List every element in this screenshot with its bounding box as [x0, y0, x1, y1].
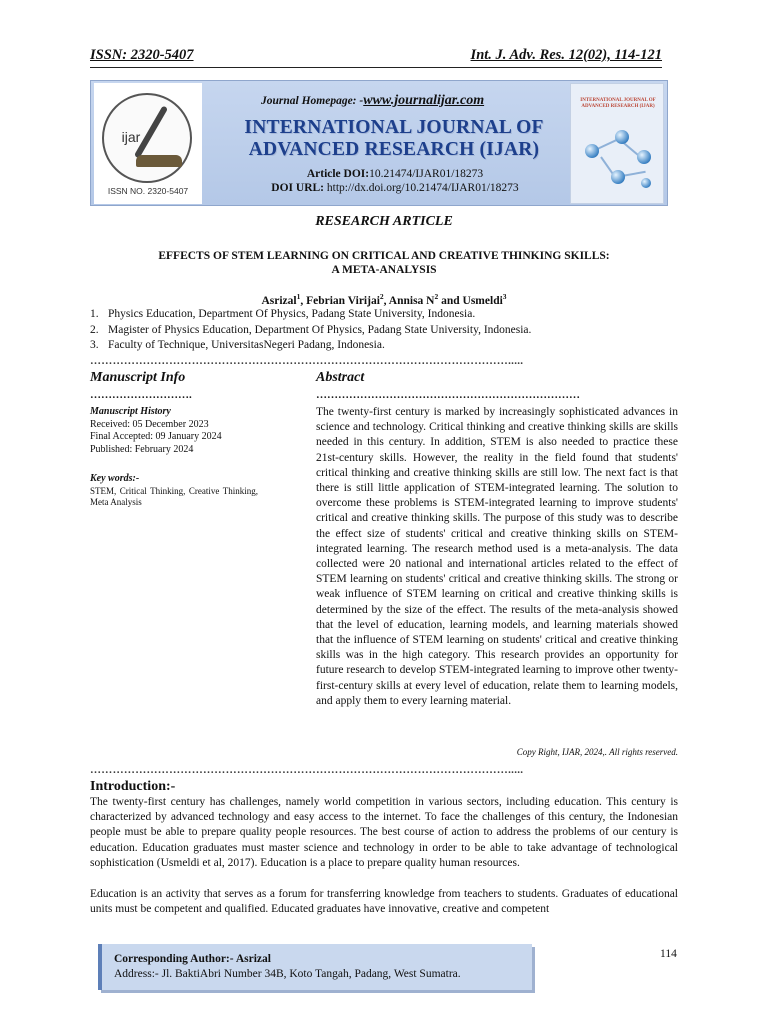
paper-title-line2: A META-ANALYSIS: [331, 264, 437, 276]
author-name: Usmeldi: [462, 294, 503, 307]
author-name: Asrizal: [261, 294, 297, 307]
homepage-link[interactable]: www.journalijar.com: [363, 93, 485, 108]
journal-cover-image: [570, 83, 664, 204]
affiliation-number: 1.: [90, 308, 99, 320]
author-address: Address:- Jl. BaktiAbri Number 34B, Koto Tangah, Padang, West Sumatra.: [114, 968, 461, 980]
journal-title-line1: INTERNATIONAL JOURNAL OF: [244, 117, 544, 138]
running-header: [90, 46, 662, 68]
cover-title: INTERNATIONAL JOURNAL OF ADVANCED RESEARCH (IJAR): [580, 98, 656, 109]
page-number: 114: [660, 948, 677, 960]
molecule-atom: [585, 144, 599, 158]
affiliation-item: [90, 323, 531, 339]
separator-right: ………………………………………………………………: [316, 389, 580, 401]
introduction-paragraph: Education is an activity that serves as a forum for transferring knowledge from teachers to students. Graduates of educational units must be competent and qualified. Educated graduates have innovative, creative and competent: [90, 888, 678, 916]
author-affiliation-mark: 2: [434, 292, 439, 301]
book-icon: [136, 155, 182, 167]
journal-homepage: [261, 93, 484, 109]
manuscript-info-heading: Manuscript Info: [90, 370, 186, 385]
manuscript-history: [90, 406, 260, 456]
author-affiliation-mark: 2: [379, 292, 384, 301]
keywords-text: STEM, Critical Thinking, Creative Thinking, Meta Analysis: [90, 485, 258, 507]
introduction-paragraph: The twenty-first century has challenges, namely world competition in various sectors, including education. This century is characterized by advanced technology and easy access to the internet. To face the challenges of this century, the Indonesian people must be able to prepare quality people resources. The best course of action to address the problems of our century is education. Education graduates must master science and technology in order to be able to take advantage of technological sophistication (Usmeldi et al, 2017). Education is a place to prepare quality human resources.: [90, 796, 678, 869]
citation-label: Int. J. Adv. Res. 12(02), 114-121: [470, 47, 662, 63]
keywords: [90, 473, 258, 509]
accepted-date: Final Accepted: 09 January 2024: [90, 431, 222, 442]
author-affiliation-mark: 3: [502, 292, 507, 301]
journal-title-line2: ADVANCED RESEARCH (IJAR): [248, 139, 540, 160]
author-name: Febrian Virijai: [306, 294, 380, 307]
article-type: RESEARCH ARTICLE: [315, 214, 453, 229]
keywords-heading: Key words:-: [90, 473, 140, 484]
introduction-heading: Introduction:-: [90, 779, 176, 794]
abstract-text: The twenty-first century is marked by increasingly sophisticated advances in science and technology. Critical thinking and creative thinking skills are skills needed in this century. In addition, STEM is also needed to practice these 21st-century skills. However, the reality in the field found that students' critical thinking and creative thinking skills are still low. The next fact is that there is still little application of STEM-integrated learning. The solution to overcome these problems is STEM-integrated learning to improve students' critical and creative thinking skills. The purpose of this study was to describe the effect size of students' critical and creative thinking skills on STEM-integrated learning. The research method used is a meta-analysis. The data collected were 20 national and international articles related to the effect of STEM learning on students' critical and creative thinking skills. The strong or weak influence of STEM learning on critical and creative thinking skills is determined by the size of the effect. The results of the meta-analysis showed that the level of education, learning models, and learning materials showed that the influence of STEM learning on students' critical and creative thinking skills was in the high category. This research provides an opportunity for future research to develop STEM-integrated learning to improve other twenty-first-century skills at every level of education, relate them to learning models, and apply them to every learning material.: [316, 406, 678, 707]
logo-circle: [102, 93, 192, 183]
abstract-heading: Abstract: [316, 370, 365, 385]
doi-value: 10.21474/IJAR01/18273: [369, 168, 484, 180]
molecule-atom: [637, 150, 651, 164]
affiliation-item: [90, 338, 531, 354]
author-affiliation-mark: 1: [296, 292, 301, 301]
author-list: Asrizal$^1$, Febrian Virijai$^2$, Annisa $N^2$ and Usmeldi$^3$: [261, 292, 507, 307]
journal-banner: [90, 80, 668, 206]
author-name: Annisa N: [388, 294, 435, 307]
journal-title: [199, 117, 589, 161]
affiliation-number: 2.: [90, 323, 99, 336]
logo-issn: ISSN NO. 2320-5407: [107, 186, 189, 196]
received-date: Received: 05 December 2023: [90, 418, 209, 430]
paper-title: [90, 249, 678, 277]
published-date: Published: February 2024: [90, 443, 194, 455]
molecule-atom: [641, 178, 651, 188]
logo-text: ijar: [121, 129, 141, 145]
doi-url-link[interactable]: http://dx.doi.org/10.21474/IJAR01/18273: [326, 182, 519, 194]
doi-block: [199, 167, 591, 195]
affiliation-number: 3.: [90, 339, 99, 351]
corresponding-author: Corresponding Author:- Asrizal: [114, 953, 271, 965]
separator: ………………………………………………………………………………………………….....: [90, 764, 524, 776]
history-heading: Manuscript History: [90, 406, 171, 417]
separator-left: ……………………….: [90, 389, 192, 401]
molecule-atom: [611, 170, 625, 184]
affiliation-list: [90, 307, 531, 354]
paper-title-line1: EFFECTS OF STEM LEARNING ON CRITICAL AND CREATIVE THINKING SKILLS:: [158, 250, 610, 262]
affiliation-item: [90, 307, 531, 323]
separator: ………………………………………………………………………………………………….....: [90, 355, 524, 367]
journal-logo: [94, 83, 202, 204]
issn-label: ISSN: 2320-5407: [90, 47, 194, 63]
copyright: Copy Right, IJAR, 2024,. All rights reserved.: [516, 747, 678, 757]
affiliation-text: Faculty of Technique, UniversitasNegeri Padang, Indonesia.: [108, 339, 385, 351]
doi-url-label: DOI URL:: [271, 182, 325, 194]
doi-label: Article DOI:: [306, 168, 370, 180]
homepage-label: Journal Homepage: -: [261, 95, 364, 107]
corresponding-author-box: [98, 944, 532, 990]
molecule-atom: [615, 130, 629, 144]
affiliation-text: Magister of Physics Education, Department Of Physics, Padang State University, Indonesia.: [108, 323, 532, 336]
affiliation-text: Physics Education, Department Of Physics, Padang State University, Indonesia.: [108, 308, 476, 320]
